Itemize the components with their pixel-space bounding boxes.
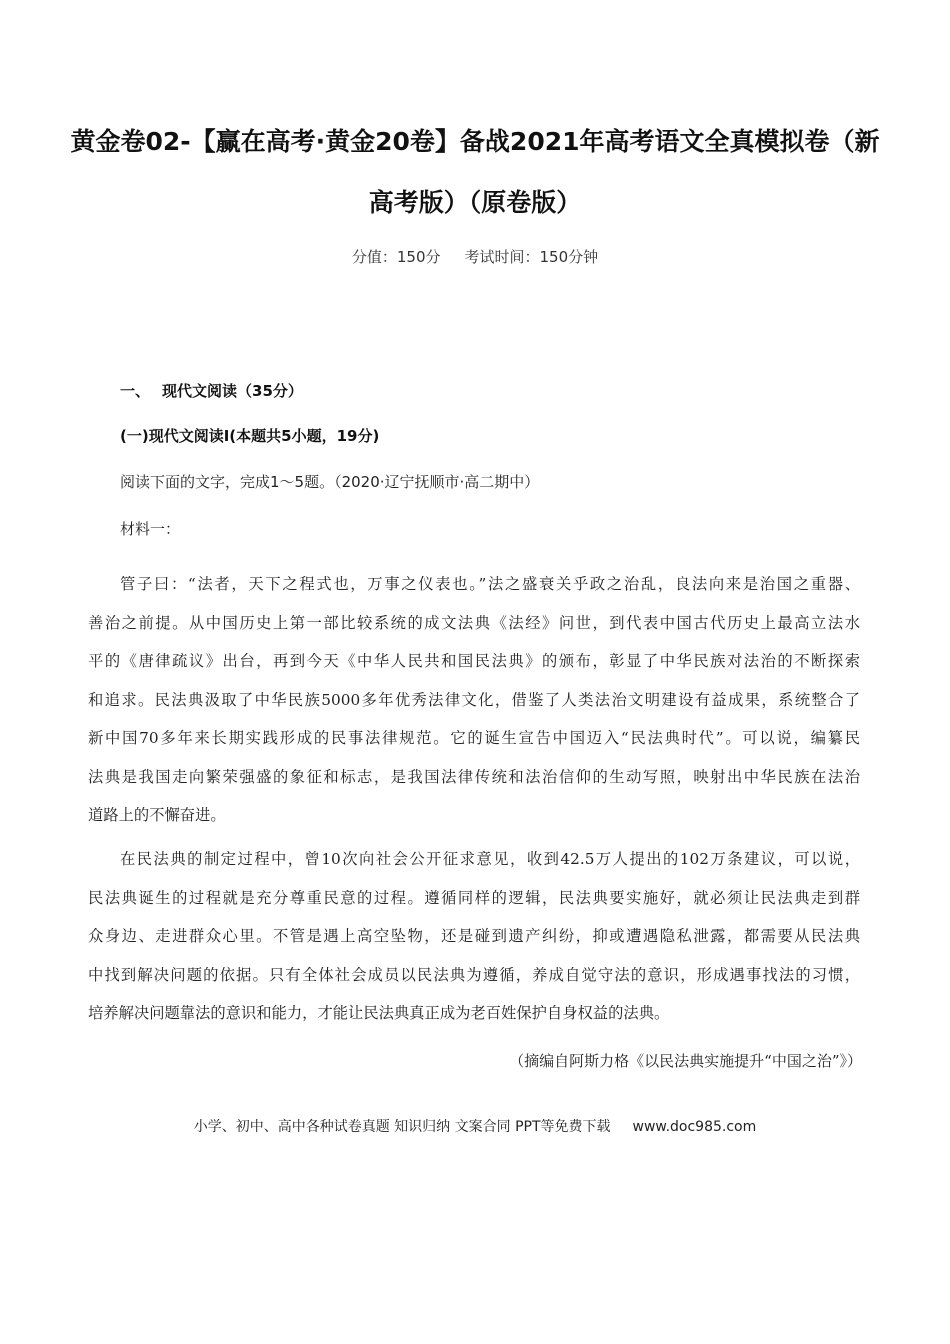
material-paragraph-1 xyxy=(88,565,860,835)
score-info: 分值：150分 xyxy=(351,248,441,266)
section-title: 现代文阅读（35分） xyxy=(162,382,303,400)
paragraph-line: 新中国70多年来长期实践形成的民事法律规范。它的诞生宣告中国迈入“民法典时代”。可以说，编纂民 xyxy=(88,729,860,747)
paragraph-line: 法典是我国走向繁荣强盛的象征和标志，是我国法律传统和法治信仰的生动写照，映射出中华民族在法治 xyxy=(88,767,860,786)
paragraph-line: 道路上的不懈奋进。 xyxy=(88,806,226,824)
paragraph-line: 民法典诞生的过程就是充分尊重民意的过程。遵循同样的逻辑，民法典要实施好，就必须让民法典走到群 xyxy=(88,888,860,907)
paragraph-line: 管子曰：“法者，天下之程式也，万事之仪表也。”法之盛衰关乎政之治乱，良法向来是治国之重器、 xyxy=(120,575,860,593)
paragraph-line: 众身边、走进群众心里。不管是遇上高空坠物，还是碰到遗产纠纷，抑或遭遇隐私泄露，都需要从民法典 xyxy=(88,927,860,945)
document-title-line-1: 黄金卷02-【赢在高考·黄金20卷】备战2021年高考语文全真模拟卷（新 xyxy=(70,127,880,156)
source-citation: （摘编自阿斯力格《以民法典实施提升“中国之治”》） xyxy=(509,1052,862,1070)
material-label: 材料一： xyxy=(120,520,181,538)
section-heading xyxy=(120,380,303,401)
time-info: 考试时间：150分钟 xyxy=(464,248,599,266)
page-footer xyxy=(0,1116,950,1136)
paragraph-line: 和追求。民法典汲取了中华民族5000多年优秀法律文化，借鉴了人类法治文明建设有益成果，系统整合了 xyxy=(88,690,860,709)
paragraph-line: 善治之前提。从中国历史上第一部比较系统的成文法典《法经》问世，到代表中国古代历史上最高立法水 xyxy=(88,613,860,632)
paragraph-line: 在民法典的制定过程中，曾10次向社会公开征求意见，收到42.5万人提出的102万条建议，可以说， xyxy=(120,850,860,868)
sub-section-heading: (一)现代文阅读Ⅰ(本题共5小题，19分) xyxy=(120,427,380,445)
paragraph-line: 中找到解决问题的依据。只有全体社会成员以民法典为遵循，养成自觉守法的意识，形成遇事找法的习惯， xyxy=(88,965,860,984)
section-number: 一、 xyxy=(120,382,151,400)
reading-instruction: 阅读下面的文字，完成1～5题。（2020·辽宁抚顺市·高二期中） xyxy=(120,473,540,491)
footer-text: 小学、初中、高中各种试卷真题 知识归纳 文案合同 PPT等免费下载 xyxy=(193,1119,611,1135)
exam-meta xyxy=(0,246,950,267)
footer-url[interactable]: www.doc985.com xyxy=(632,1119,757,1135)
document-title-line-2: 高考版）（原卷版） xyxy=(368,188,582,217)
material-paragraph-2 xyxy=(88,840,860,1033)
paragraph-line: 培养解决问题靠法的意识和能力，才能让民法典真正成为老百姓保护自身权益的法典。 xyxy=(88,1004,670,1022)
paragraph-line: 平的《唐律疏议》出台，再到今天《中华人民共和国民法典》的颁布，彰显了中华民族对法治的不断探索 xyxy=(88,652,860,670)
